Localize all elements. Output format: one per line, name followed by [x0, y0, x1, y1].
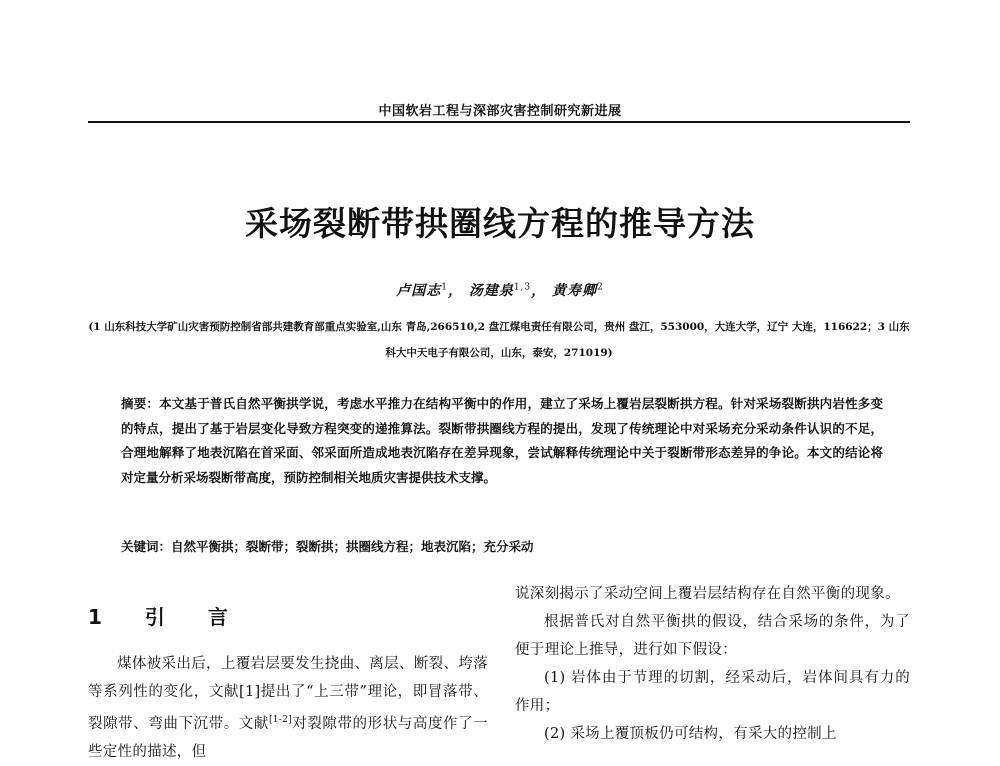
- header-rule: [88, 121, 910, 123]
- paragraph-text: 对裂隙带的形状与高度作了一些定性的描述，但: [88, 715, 488, 760]
- abstract: [121, 392, 883, 490]
- author-affil-sup: 2: [597, 282, 604, 293]
- body-paragraph: (1) 岩体由于节理的切割，经采动后，岩体间具有力的作用；: [515, 670, 910, 714]
- running-header: 中国软岩工程与深部灾害控制研究新进展: [378, 104, 622, 119]
- keywords: [121, 537, 883, 555]
- body-paragraph: 说深刻揭示了采动空间上覆岩层结构存在自然平衡的现象。: [515, 586, 900, 602]
- body-paragraph: (2) 采场上覆顶板仍可结构，有采大的控制上: [544, 726, 837, 742]
- right-column: [515, 580, 910, 748]
- keywords-label: 关键词：: [121, 539, 172, 554]
- paper-title: 采场裂断带拱圈线方程的推导方法: [245, 204, 755, 243]
- body-paragraph: [88, 650, 488, 766]
- author-affil-sup: 1: [441, 282, 448, 293]
- author-affil-sup: 1,3: [513, 282, 532, 293]
- paragraph-text: 煤体被采出后，上覆岩层要发生挠曲、离层、断裂、垮落等系列性的变化，文献[1]提出了“上三带”理论，即冒落带、裂隙带、弯曲下沉带。文献: [88, 656, 488, 732]
- citation-sup: [1-2]: [268, 715, 292, 725]
- author-list: 卢国志$^1$， 汤建泉$^{1,3}$， 黄寿卿$^2$: [396, 282, 604, 299]
- author-name: 汤建泉: [468, 283, 514, 299]
- keywords-text: 自然平衡拱；裂断带；裂断拱；拱圈线方程；地表沉陷；充分采动: [171, 539, 534, 554]
- author-name: 卢国志: [396, 283, 442, 299]
- left-column: [88, 650, 488, 766]
- body-paragraph: 根据普氏对自然平衡拱的假设，结合采场的条件，为了便于理论上推导，进行如下假设：: [515, 614, 910, 658]
- author-name: 黄寿卿: [552, 283, 598, 299]
- section-heading: 1 引 言: [88, 605, 246, 629]
- affiliations: (1 山东科技大学矿山灾害预防控制省部共建教育部重点实验室,山东 青岛,266510,2 盘江煤电责任有限公司，贵州 盘江，553000，大连大学，辽宁 大连，116622；3 山东科大中天电子有限公司，山东，泰安，271019): [88, 321, 910, 359]
- abstract-label: 摘要：: [121, 396, 160, 411]
- abstract-text: 本文基于普氏自然平衡拱学说，考虑水平推力在结构平衡中的作用，建立了采场上覆岩层裂断拱方程。针对采场裂断拱内岩性多变的特点，提出了基于岩层变化导致方程突变的递推算法。裂断带拱圈线方程的提出，发现了传统理论中对采场充分采动条件认识的不足，合理地解释了地表沉陷在首采面、邻采面所造成地表沉陷存在差异现象，尝试解释传统理论中关于裂断带形态差异的争论。本文的结论将对定量分析采场裂断带高度，预防控制相关地质灾害提供技术支撑。: [121, 396, 883, 485]
